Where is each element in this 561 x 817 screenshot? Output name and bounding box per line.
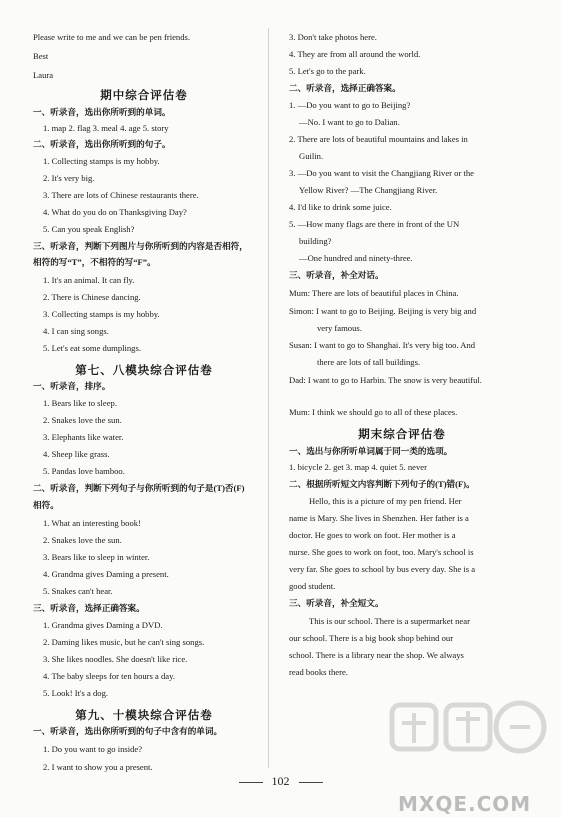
text-line: 2. Snakes love the sun.: [43, 415, 122, 425]
text-line: 5. Pandas love bamboo.: [43, 466, 125, 476]
text-line: 1. What an interesting book!: [43, 518, 141, 528]
text-line: building?: [299, 236, 332, 246]
text-line: 3. She likes noodles. She doesn't like rice.: [43, 654, 188, 664]
text-line: 4. Sheep like grass.: [43, 449, 110, 459]
question-heading: 二、听录音，选择正确答案。: [289, 83, 401, 93]
text-line: 1. It's an animal. It can fly.: [43, 275, 135, 285]
column-divider: [268, 28, 269, 768]
question-heading: 三、听录音，选择正确答案。: [33, 603, 145, 613]
text-line: 3. There are lots of Chinese restaurants there.: [43, 190, 199, 200]
text-line: 3. Elephants like water.: [43, 432, 124, 442]
text-line: there are lots of tall buildings.: [317, 357, 421, 367]
text-line: 1. Collecting stamps is my hobby.: [43, 156, 160, 166]
text-line: 3. Bears like to sleep in winter.: [43, 552, 150, 562]
text-line: nurse. She goes to work on foot, too. Mary's school is: [289, 547, 474, 557]
text-line: Mum: There are lots of beautiful places in China.: [289, 288, 459, 298]
text-line: Best: [33, 51, 49, 61]
text-line: 3. —Do you want to visit the Changjiang River or the: [289, 168, 474, 178]
text-line: 1. map 2. flag 3. meal 4. age 5. story: [43, 123, 169, 133]
text-line: 3. Don't take photos here.: [289, 32, 377, 42]
text-line: —No. I want to go to Dalian.: [299, 117, 400, 127]
text-line: 5. —How many flags are there in front of the UN: [289, 219, 460, 229]
text-line: 2. Daming likes music, but he can't sing songs.: [43, 637, 205, 647]
text-line: 1. bicycle 2. get 3. map 4. quiet 5. never: [289, 462, 427, 472]
question-heading: 二、根据所听短文内容判断下列句子的(T)错(F)。: [289, 479, 475, 489]
text-line: 1. Grandma gives Daming a DVD.: [43, 620, 163, 630]
text-line: 2. There are lots of beautiful mountains and lakes in: [289, 134, 468, 144]
text-line: 2. Snakes love the sun.: [43, 535, 122, 545]
text-line: 5. Let's eat some dumplings.: [43, 343, 141, 353]
question-heading: 三、听录音，补全短文。: [289, 598, 384, 608]
text-line: 5. Let's go to the park.: [289, 66, 366, 76]
text-line: —One hundred and ninety-three.: [299, 253, 413, 263]
text-line: 5. Look! It's a dog.: [43, 688, 109, 698]
text-line: Susan: I want to go to Shanghai. It's very big too. And: [289, 340, 476, 350]
section-title: 期末综合评估卷: [358, 427, 446, 441]
text-line: school. There is a library near the shop. We always: [289, 650, 464, 660]
text-line: 4. Grandma gives Daming a present.: [43, 569, 169, 579]
text-line: 5. Can you speak English?: [43, 224, 135, 234]
text-line: 1. Bears like to sleep.: [43, 398, 117, 408]
text-line: 5. Snakes can't hear.: [43, 586, 113, 596]
footer-dash-left: [239, 782, 263, 783]
question-heading: 一、听录音，选出你所听到的句子中含有的单词。: [33, 726, 223, 736]
text-line: our school. There is a big book shop behind our: [289, 633, 454, 643]
text-line: 4. I'd like to drink some juice.: [289, 202, 392, 212]
text-line: 2. There is Chinese dancing.: [43, 292, 141, 302]
question-heading: 相符。: [33, 500, 59, 510]
section-title: 第九、十模块综合评估卷: [75, 708, 213, 722]
text-line: 4. I can sing songs.: [43, 326, 109, 336]
question-heading: 一、选出与你所听单词属于同一类的选项。: [289, 446, 453, 456]
text-line: 4. The baby sleeps for ten hours a day.: [43, 671, 175, 681]
text-line: 4. They are from all around the world.: [289, 49, 421, 59]
text-line: 4. What do you do on Thanksgiving Day?: [43, 207, 187, 217]
text-line: This is our school. There is a supermarket near: [309, 616, 470, 626]
question-heading: 一、听录音，排序。: [33, 381, 111, 391]
footer-dash-right: [299, 782, 323, 783]
section-title: 第七、八模块综合评估卷: [75, 363, 213, 377]
text-line: Yellow River? —The Changjiang River.: [299, 185, 438, 195]
text-line: Guilin.: [299, 151, 324, 161]
text-line: doctor. He goes to work on foot. Her mother is a: [289, 530, 456, 540]
page-number: 102: [271, 774, 290, 788]
question-heading: 三、听录音，补全对话。: [289, 270, 384, 280]
question-heading: 相符的写“T”，不相符的写“F”。: [33, 257, 156, 267]
watermark-text: MXQE.COM: [398, 792, 532, 816]
text-line: 1. —Do you want to go to Beijing?: [289, 100, 411, 110]
text-line: Mum: I think we should go to all of these places.: [289, 407, 458, 417]
text-line: Simon: I want to go to Beijing. Beijing is very big and: [289, 306, 477, 316]
question-heading: 一、听录音，选出你所听到的单词。: [33, 107, 171, 117]
question-heading: 二、听录音，判断下列句子与你所听到的句子是(T)否(F): [33, 483, 245, 493]
text-line: good student.: [289, 581, 336, 591]
text-line: Please write to me and we can be pen friends.: [33, 32, 191, 42]
question-heading: 三、听录音，判断下列图片与你所听到的内容是否相符，: [33, 241, 248, 251]
text-line: read books there.: [289, 667, 348, 677]
text-line: Hello, this is a picture of my pen friend. Her: [309, 496, 462, 506]
question-heading: 二、听录音，选出你所听到的句子。: [33, 139, 171, 149]
text-line: 3. Collecting stamps is my hobby.: [43, 309, 160, 319]
answer-watermark-icon: [388, 695, 548, 805]
text-line: 2. I want to show you a present.: [43, 762, 153, 772]
text-line: name is Mary. She lives in Shenzhen. Her father is a: [289, 513, 469, 523]
text-line: very far. She goes to school by bus every day. She is a: [289, 564, 476, 574]
text-line: 1. Do you want to go inside?: [43, 744, 143, 754]
section-title: 期中综合评估卷: [100, 88, 188, 102]
text-line: 2. It's very big.: [43, 173, 95, 183]
text-line: Laura: [33, 70, 54, 80]
text-line: Dad: I want to go to Harbin. The snow is very beautiful.: [289, 375, 482, 385]
text-line: very famous.: [317, 323, 362, 333]
